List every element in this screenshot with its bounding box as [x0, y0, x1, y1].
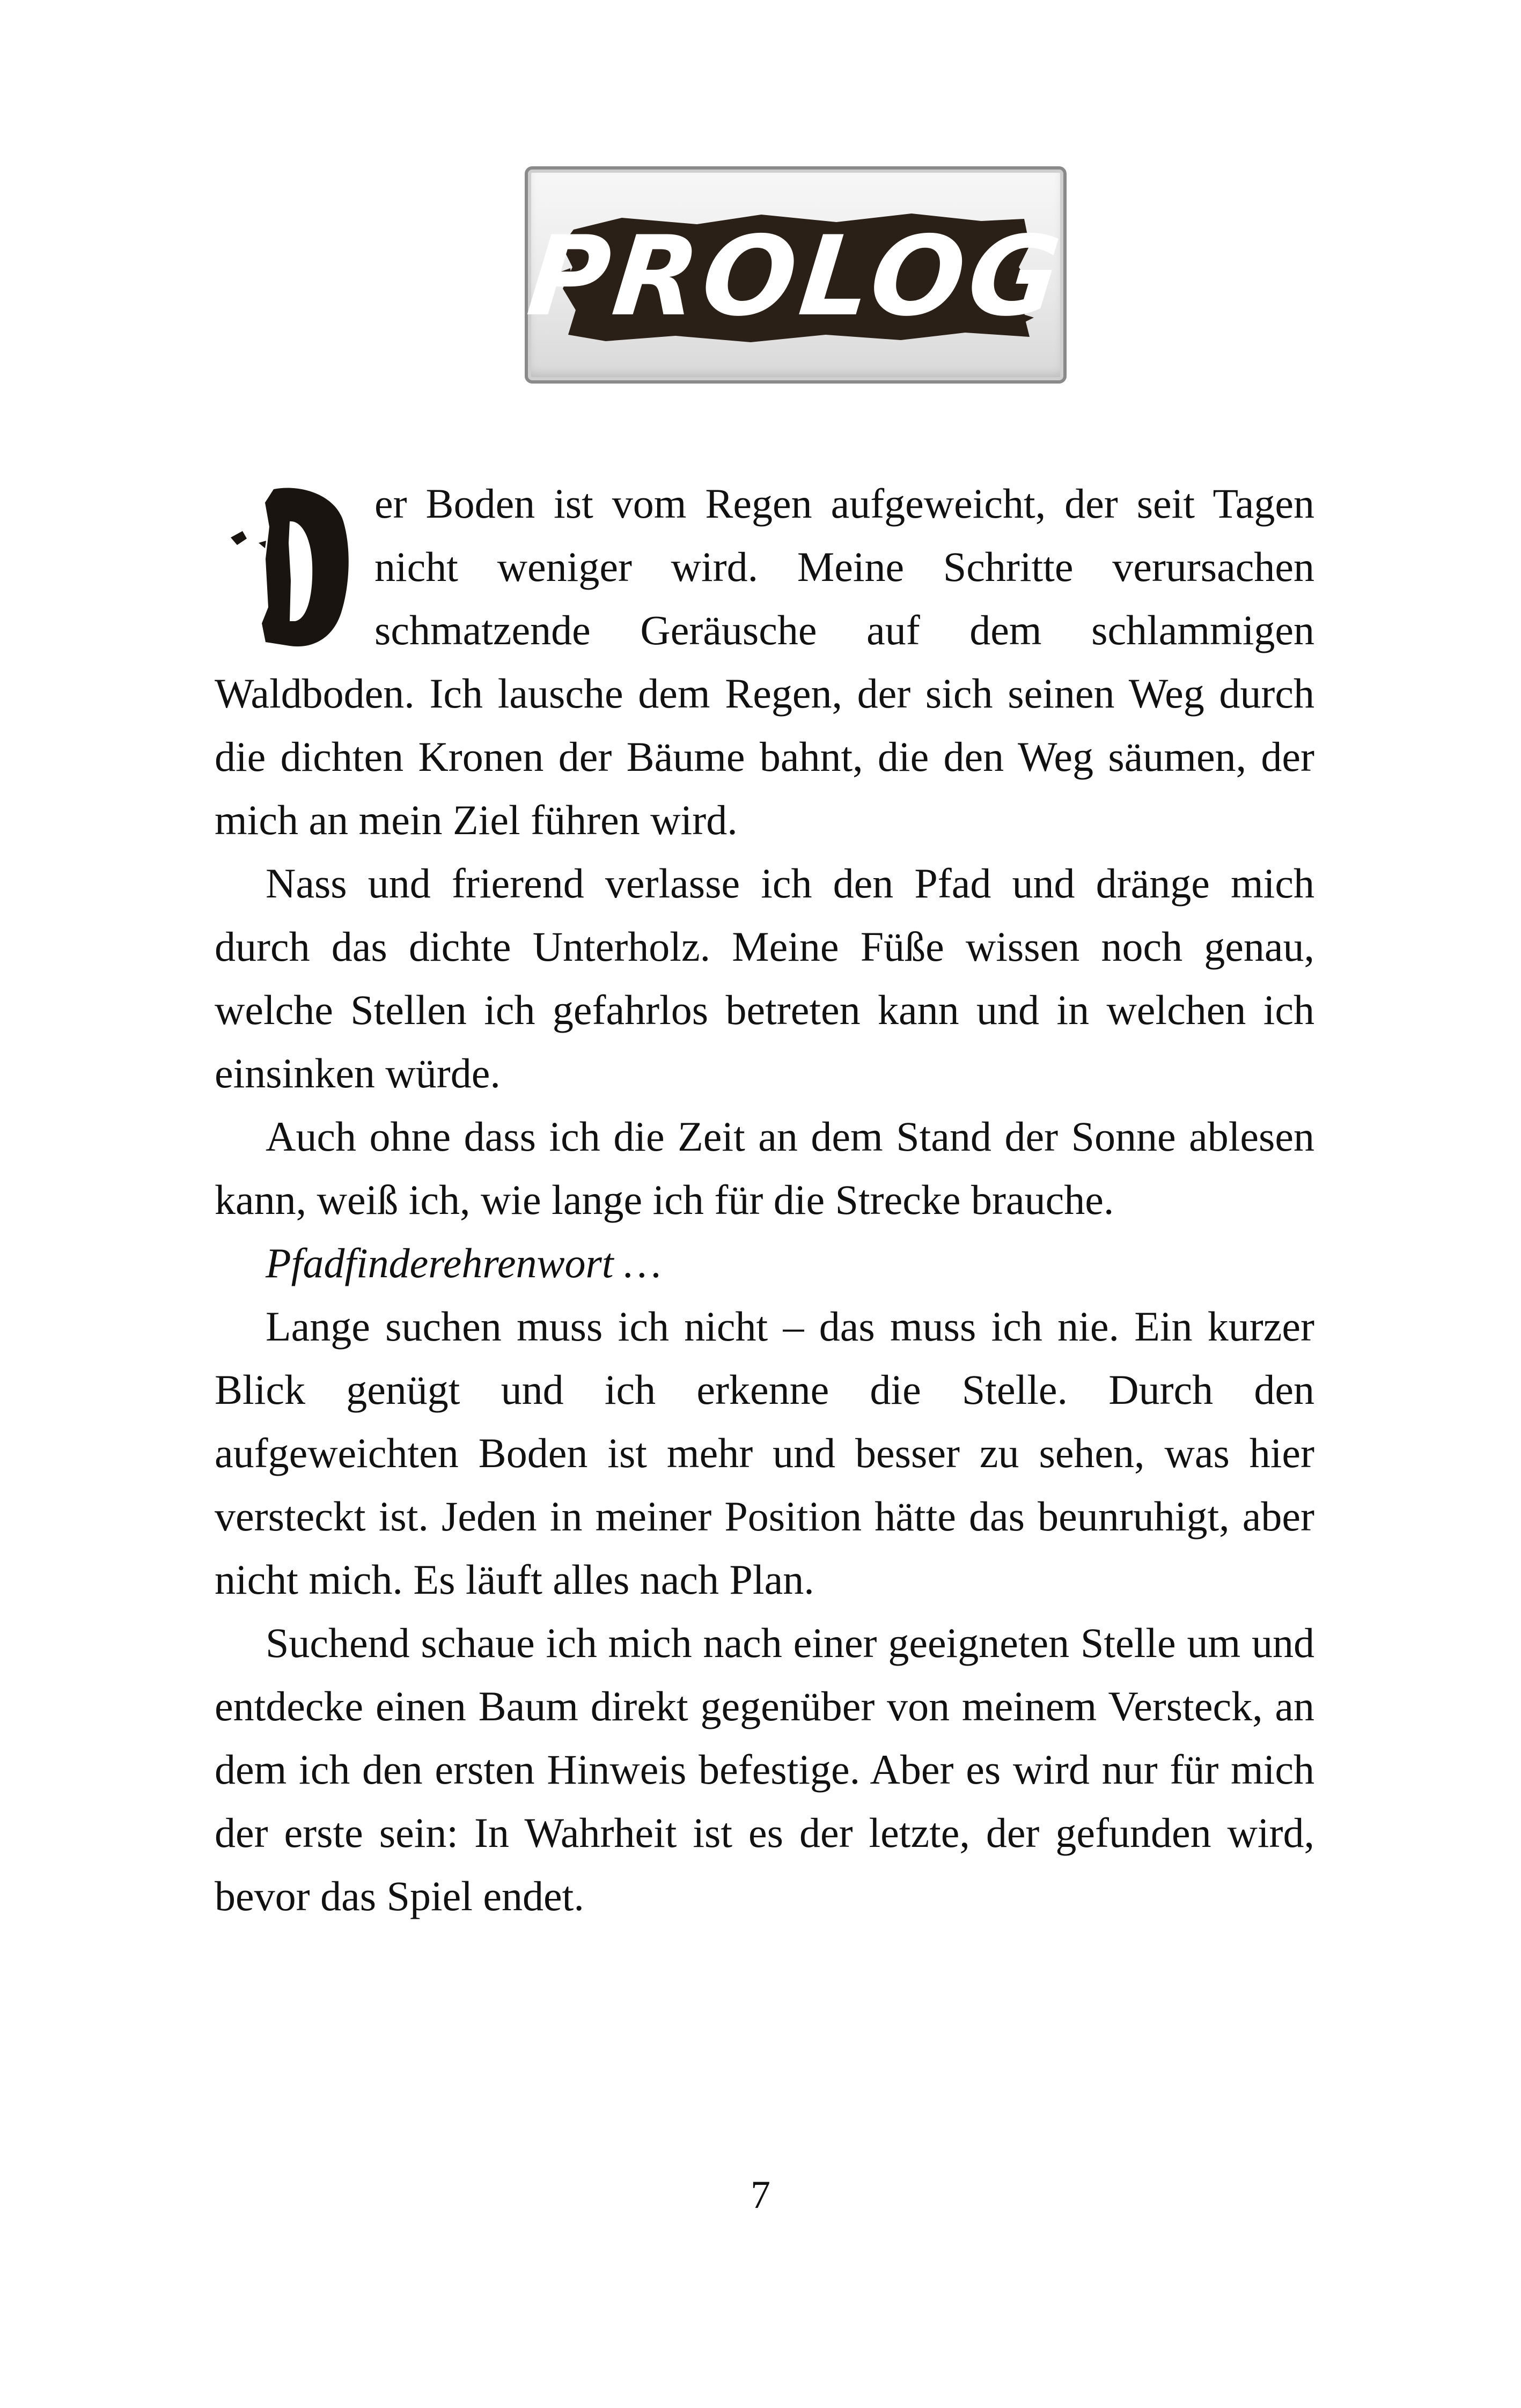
- chapter-heading-badge: [522, 166, 1070, 384]
- paragraph-3: Auch ohne dass ich die Zeit an dem Stand der Sonne ablesen kann, weiß ich, wie lange ich für die Strecke brauche.: [215, 1113, 1314, 1223]
- drop-cap-glyph: [209, 478, 370, 656]
- paragraph-4-italic: Pfadfinderehrenwort …: [266, 1240, 662, 1286]
- paragraph-2: Nass und frierend verlasse ich den Pfad und dränge mich durch das dichte Unterholz. Meine Füße wissen noch genau, welche Stellen ich gefahrlos betreten kann und in welchen ich einsinken würde.: [215, 860, 1314, 1096]
- body-text: [215, 472, 1314, 1928]
- paragraph-1: er Boden ist vom Regen aufgeweicht, der seit Tagen nicht weniger wird. Meine Schritte verursachen schmatzende Geräusche auf dem schlammigen Waldboden. Ich lausche dem Regen, der sich seinen Weg durch die dichten Kronen der Bäume bahnt, die den Weg säumen, der mich an mein Ziel führen wird.: [215, 480, 1314, 843]
- paragraph-6: Suchend schaue ich mich nach einer geeigneten Stelle um und entdecke einen Baum direkt gegenüber von meinem Versteck, an dem ich den ersten Hinweis befestige. Aber es wird nur für mich der erste sein: In Wahrheit ist es der letzte, der gefunden wird, bevor das Spiel endet.: [215, 1619, 1314, 1919]
- chapter-title: PROLOG: [522, 212, 1070, 341]
- ink-brush-stroke: [522, 208, 1070, 345]
- drop-cap: [209, 478, 370, 656]
- page-number: 7: [751, 2173, 770, 2217]
- paragraph-5: Lange suchen muss ich nicht – das muss ich nie. Ein kurzer Blick genügt und ich erkenne die Stelle. Durch den aufgeweichten Boden ist mehr und besser zu sehen, was hier versteckt ist. Jeden in meiner Position hätte das beunruhigt, aber nicht mich. Es läuft alles nach Plan.: [215, 1303, 1314, 1603]
